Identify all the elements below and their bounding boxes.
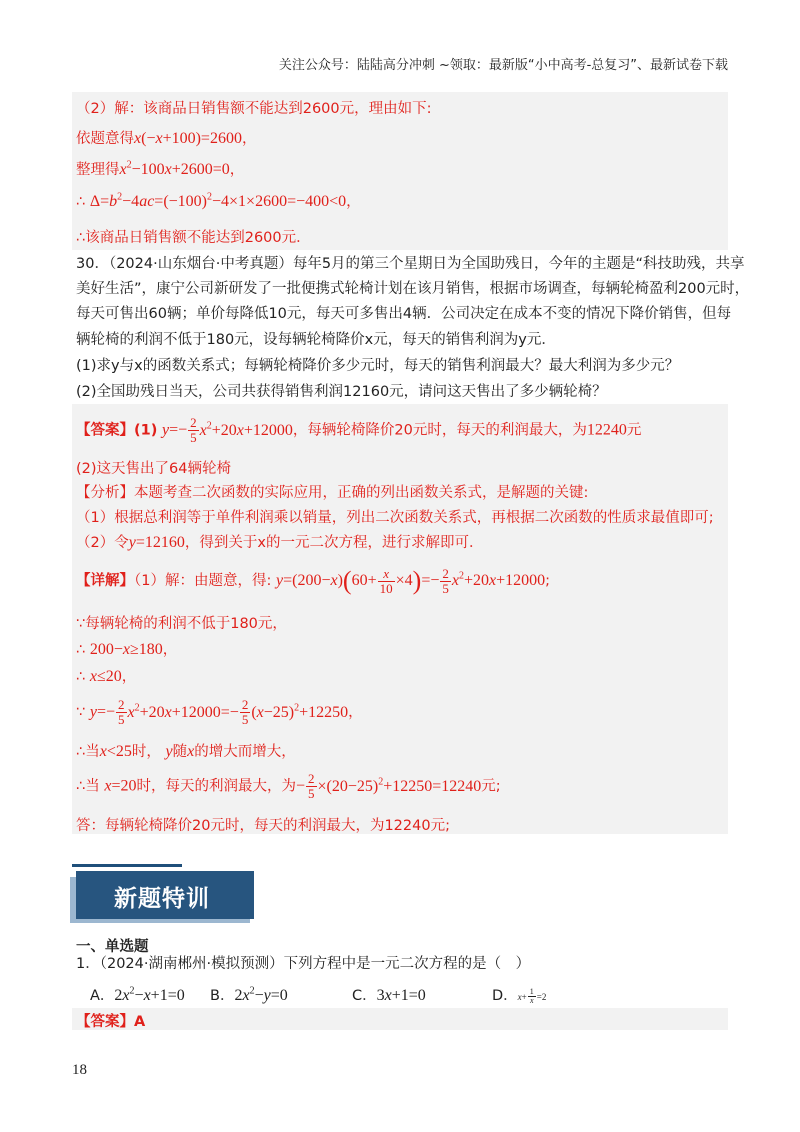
part2-line5: ∴该商品日销售额不能达到2600元． bbox=[76, 230, 311, 246]
q1-text: 1．（2024·湖南郴州·模拟预测）下列方程中是一元二次方程的是（ ） bbox=[76, 956, 531, 972]
detail-line: 【详解】（1）解：由题意，得: y=(200−x)(60+ $\frac{x}{10}$ ×4)=− $\frac{2}{5}$ $x^2+20x+12000$; bbox=[76, 565, 551, 596]
analysis-2: （2）令y=12160，得到关于x的一元二次方程，进行求解即可． bbox=[76, 534, 484, 551]
q30-line2: 美好生活”，康宁公司新研发了一批便携式轮椅计划在该月销售，根据市场调查，每辆轮椅盈利200元时， bbox=[76, 281, 750, 297]
step-5: ∴当x<25时， y随x的增大而增大， bbox=[76, 743, 296, 760]
part2-line3: 整理得$x^2-100x+2600=0$， bbox=[76, 159, 245, 178]
part2-line4: ∴ $\Delta=b^2-4ac=(-100)^2-4\times 1\times 2600=-400<0$， bbox=[76, 191, 361, 210]
analysis-1: （1）根据总利润等于单件利润乘以销量，列出二次函数关系式，再根据二次函数的性质求最值即可; bbox=[76, 510, 714, 526]
q30-line4: 辆轮椅的利润不低于180元，设每辆轮椅降价x元，每天的销售利润为y元． bbox=[76, 332, 556, 348]
page-number: 18 bbox=[72, 1062, 87, 1078]
step-2: ∴ 200−x≥180， bbox=[76, 641, 178, 658]
part2-line1: （2）解：该商品日销售额不能达到2600元，理由如下: bbox=[76, 101, 432, 117]
analysis-line: 【分析】本题考查二次函数的实际应用，正确的列出函数关系式，是解题的关键: bbox=[76, 485, 589, 501]
option-d: D．x+ $\frac{1}{x}$ =2 bbox=[492, 986, 547, 1005]
step-3: ∴ x≤20， bbox=[76, 668, 137, 685]
q30-line3: 每天可售出60辆；单价每降低10元，每天可多售出4辆．公司决定在成本不变的情况下降价销售，但每 bbox=[76, 306, 732, 322]
part2-line2: 依题意得x(−x+100)=2600， bbox=[76, 130, 257, 147]
page-header: 关注公众号：陆陆高分冲刺 ~领取：最新版“小中高考-总复习”、最新试卷下载 bbox=[278, 58, 728, 73]
step-1: ∵每辆轮椅的利润不低于180元， bbox=[76, 616, 287, 632]
final-answer: 答：每辆轮椅降价20元时，每天的利润最大，为12240元; bbox=[76, 818, 450, 834]
answer-line1: 【答案】(1) y=− $\frac{2}{5}$ $x^2+20x+12000$，每辆轮椅降价20元时，每天的利润最大，为12240元 bbox=[76, 415, 642, 445]
option-b: B．$2x^2-y=0$ bbox=[210, 985, 288, 1004]
option-c: C．3x+1=0 bbox=[352, 987, 426, 1004]
banner-title: 新题特训 bbox=[114, 886, 210, 912]
option-a: A．$2x^2-x+1=0$ bbox=[90, 985, 185, 1004]
q30-line6: (2)全国助残日当天，公司共获得销售利润12160元，请问这天售出了多少辆轮椅？ bbox=[76, 384, 607, 400]
step-6: ∴当 x=20时，每天的利润最大，为− $\frac{2}{5}$ $\times(20-25)^2+12250=12240$元; bbox=[76, 771, 501, 801]
banner-decoration bbox=[72, 864, 182, 867]
section-banner bbox=[76, 871, 254, 919]
q30-line1: 30．（2024·山东烟台·中考真题）每年5月的第三个星期日为全国助残日，今年的主题是“科技助残，共享 bbox=[76, 256, 745, 272]
section-title: 一、单选题 bbox=[76, 939, 149, 955]
step-4: ∵ y=− $\frac{2}{5}$ $x^2+20x+12000=-$ $\frac{2}{5}$ $(x-25)^2+12250$， bbox=[76, 697, 363, 727]
q30-line5: (1)求y与x的函数关系式；每辆轮椅降价多少元时，每天的销售利润最大？最大利润为多少元？ bbox=[76, 358, 680, 374]
answer-line2: (2)这天售出了64辆轮椅 bbox=[76, 461, 231, 477]
answer-block-q1 bbox=[72, 1008, 728, 1030]
q1-answer: 【答案】A bbox=[76, 1014, 146, 1030]
